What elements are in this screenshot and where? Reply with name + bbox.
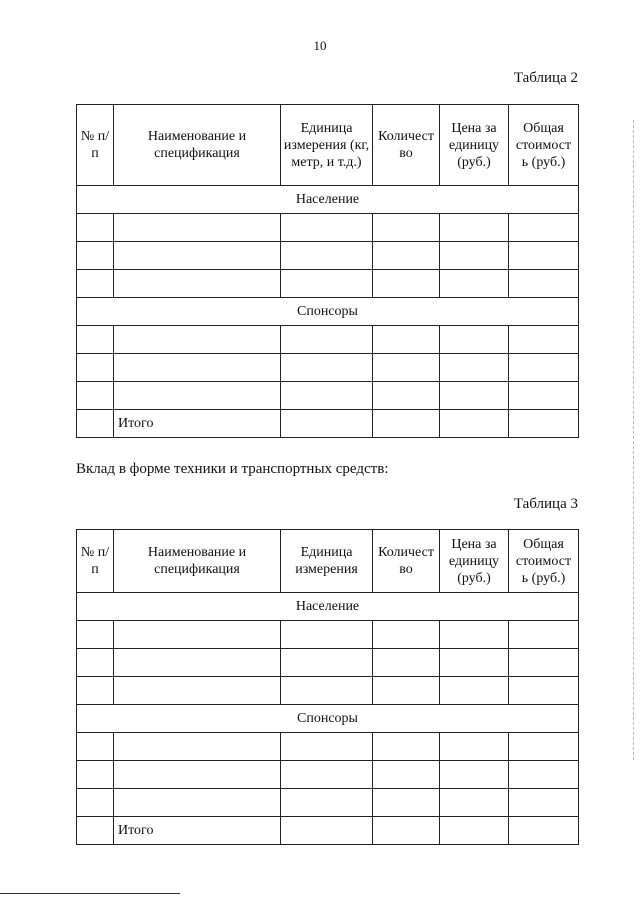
table-cell: [509, 270, 579, 298]
table-cell: [281, 733, 373, 761]
section-label-population: Население: [77, 186, 579, 214]
table-cell: [509, 382, 579, 410]
table-cell: [509, 410, 579, 438]
table-cell: [509, 733, 579, 761]
table-cell: [114, 354, 281, 382]
table-cell: [114, 326, 281, 354]
table-row: [77, 649, 579, 677]
table-cell: [77, 817, 114, 845]
table-cell: [281, 677, 373, 705]
table-row: [77, 621, 579, 649]
total-label: Итого: [114, 410, 281, 438]
table-cell: [440, 649, 509, 677]
table-cell: [509, 789, 579, 817]
table-cell: [114, 621, 281, 649]
table-cell: [77, 649, 114, 677]
table-row: [77, 242, 579, 270]
section-row-population: [77, 186, 579, 214]
table-cell: [373, 733, 440, 761]
table-cell: [373, 410, 440, 438]
table-cell: [373, 789, 440, 817]
table-cell: [373, 354, 440, 382]
table-cell: [440, 242, 509, 270]
table-2-caption: Таблица 2: [513, 70, 578, 86]
table-cell: [440, 789, 509, 817]
header-qty: Количест во: [373, 105, 440, 186]
table-cell: [114, 242, 281, 270]
table-cell: [440, 326, 509, 354]
page-number: 10: [313, 38, 327, 53]
footnote-divider: [0, 893, 180, 894]
header-total: Общая стоимост ь (руб.): [509, 530, 579, 593]
table-cell: [77, 761, 114, 789]
table-2: [76, 104, 579, 438]
table-cell: [281, 649, 373, 677]
section-label-sponsors: Спонсоры: [77, 705, 579, 733]
section-label-population: Население: [77, 593, 579, 621]
table-cell: [373, 242, 440, 270]
table-cell: [373, 621, 440, 649]
table-cell: [114, 677, 281, 705]
section-label-sponsors: Спонсоры: [77, 298, 579, 326]
table-cell: [77, 354, 114, 382]
table-cell: [509, 817, 579, 845]
table-cell: [114, 214, 281, 242]
table-cell: [114, 761, 281, 789]
table-row: [77, 733, 579, 761]
table-cell: [440, 817, 509, 845]
table-cell: [77, 621, 114, 649]
table-cell: [281, 382, 373, 410]
table-cell: [114, 733, 281, 761]
total-label: Итого: [114, 817, 281, 845]
header-price: Цена за единицу (руб.): [440, 105, 509, 186]
table-row: [77, 761, 579, 789]
contribution-text: Вклад в форме техники и транспортных средств:: [76, 461, 389, 477]
table-cell: [114, 649, 281, 677]
table-cell: [77, 677, 114, 705]
table-cell: [440, 410, 509, 438]
header-price: Цена за единицу (руб.): [440, 530, 509, 593]
total-row: [77, 410, 579, 438]
table-cell: [509, 621, 579, 649]
table-cell: [440, 621, 509, 649]
table-cell: [77, 410, 114, 438]
table-cell: [373, 326, 440, 354]
table-cell: [281, 817, 373, 845]
table-cell: [114, 270, 281, 298]
header-name: Наименование и спецификация: [114, 530, 281, 593]
total-row: [77, 817, 579, 845]
section-row-sponsors: [77, 298, 579, 326]
table-cell: [114, 789, 281, 817]
table-row: [77, 789, 579, 817]
table-cell: [77, 789, 114, 817]
table-cell: [440, 733, 509, 761]
table-cell: [77, 326, 114, 354]
table-cell: [281, 214, 373, 242]
table-row: [77, 677, 579, 705]
table-cell: [373, 214, 440, 242]
table-cell: [440, 382, 509, 410]
table-header-row: [77, 105, 579, 186]
table-cell: [509, 326, 579, 354]
table-row: [77, 326, 579, 354]
table-cell: [77, 214, 114, 242]
header-unit: Единица измерения: [281, 530, 373, 593]
table-cell: [509, 354, 579, 382]
table-cell: [77, 270, 114, 298]
table-cell: [509, 214, 579, 242]
table-cell: [373, 382, 440, 410]
table-3-caption: Таблица 3: [513, 496, 578, 512]
table-cell: [440, 677, 509, 705]
table-cell: [281, 270, 373, 298]
table-cell: [77, 382, 114, 410]
header-num: № п/п: [77, 105, 114, 186]
table-cell: [440, 214, 509, 242]
table-cell: [373, 817, 440, 845]
table-cell: [440, 761, 509, 789]
table-row: [77, 354, 579, 382]
table-cell: [281, 354, 373, 382]
table-cell: [509, 761, 579, 789]
table-cell: [440, 270, 509, 298]
table-cell: [281, 621, 373, 649]
table-cell: [440, 354, 509, 382]
table-row: [77, 270, 579, 298]
section-row-sponsors: [77, 705, 579, 733]
table-cell: [509, 649, 579, 677]
header-num: № п/п: [77, 530, 114, 593]
table-cell: [373, 677, 440, 705]
table-cell: [77, 733, 114, 761]
table-cell: [114, 382, 281, 410]
table-cell: [509, 677, 579, 705]
table-cell: [281, 410, 373, 438]
table-cell: [281, 326, 373, 354]
header-total: Общая стоимост ь (руб.): [509, 105, 579, 186]
table-cell: [281, 242, 373, 270]
table-cell: [77, 242, 114, 270]
section-row-population: [77, 593, 579, 621]
scan-edge-marks: [633, 120, 634, 760]
header-qty: Количест во: [373, 530, 440, 593]
table-cell: [373, 761, 440, 789]
table-row: [77, 382, 579, 410]
table-cell: [373, 270, 440, 298]
table-row: [77, 214, 579, 242]
header-unit: Единица измерения (кг, метр, и т.д.): [281, 105, 373, 186]
header-name: Наименование и спецификация: [114, 105, 281, 186]
table-header-row: [77, 530, 579, 593]
table-cell: [281, 761, 373, 789]
table-3: [76, 529, 579, 845]
table-cell: [281, 789, 373, 817]
table-cell: [373, 649, 440, 677]
table-cell: [509, 242, 579, 270]
